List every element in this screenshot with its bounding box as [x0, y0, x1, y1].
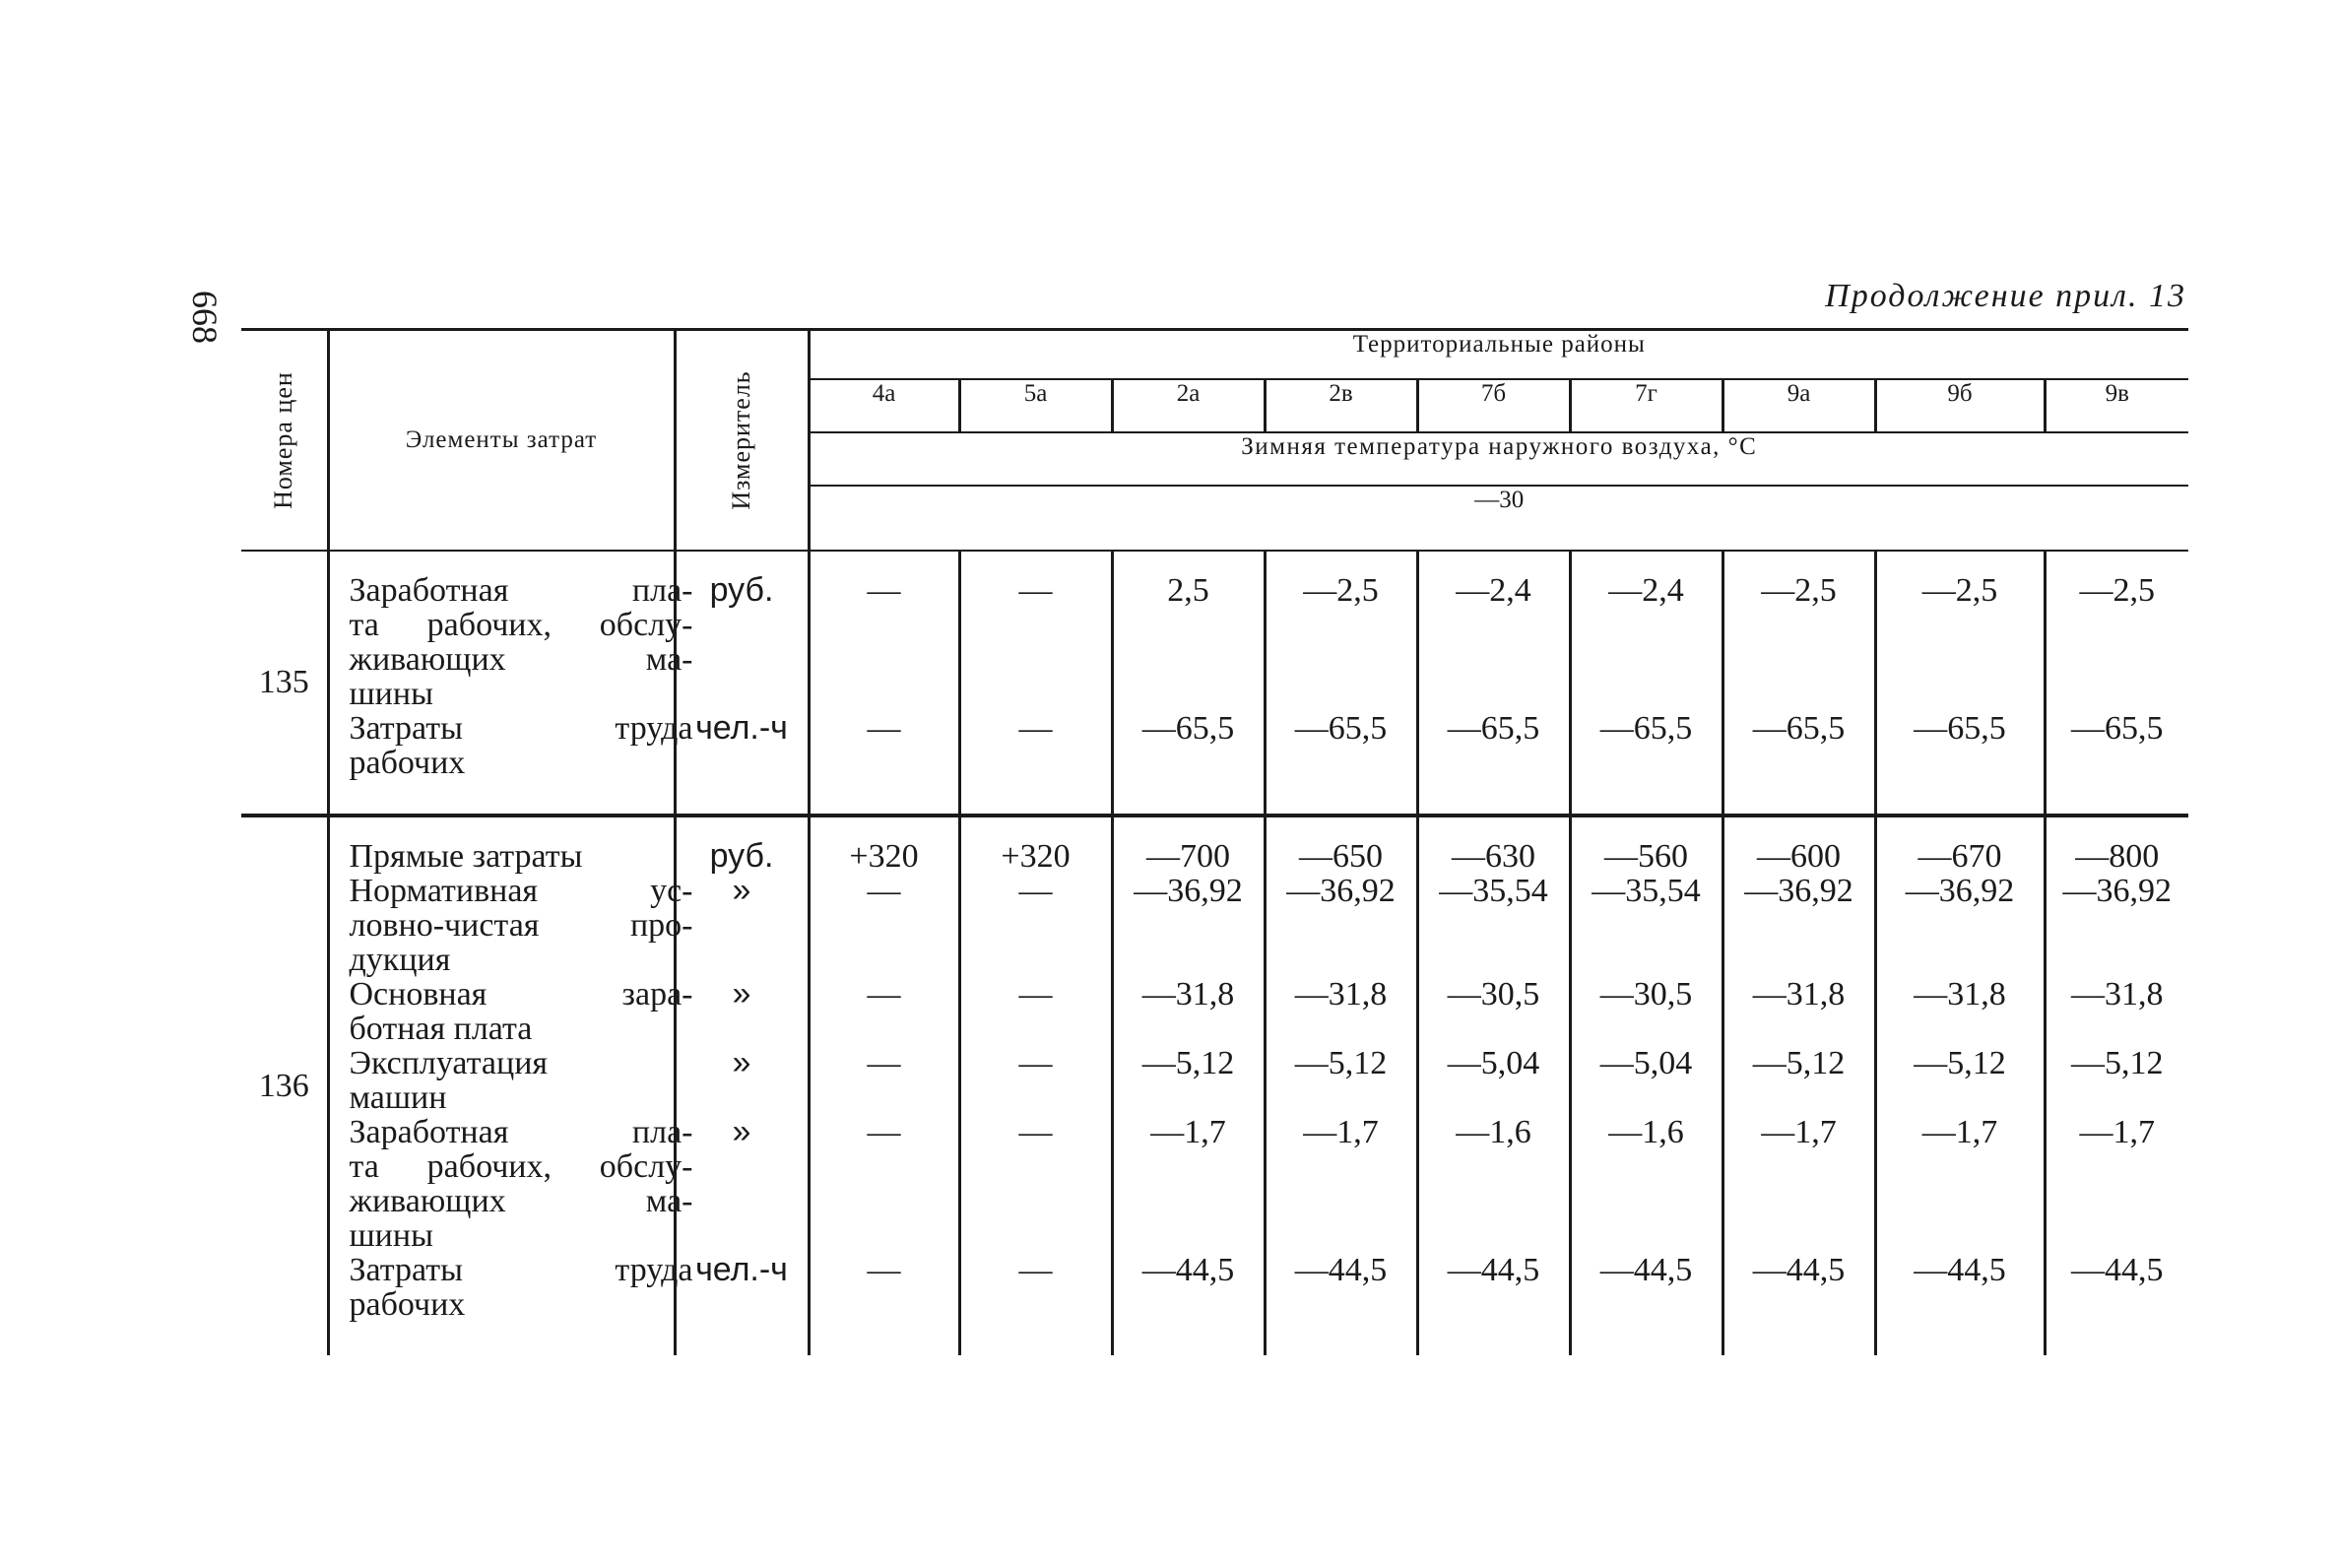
value: —65,5: [1599, 710, 1693, 747]
region-header: 9б: [1875, 379, 2045, 432]
region-header: 7б: [1417, 379, 1570, 432]
group-row: [241, 551, 2188, 816]
value: —: [867, 572, 901, 609]
value-cell: [1112, 816, 1265, 1355]
cost-element-line: та рабочих, обслу-: [349, 607, 693, 643]
value: —44,5: [1447, 1252, 1540, 1288]
unit-cell: [675, 816, 809, 1355]
value-cell: [1417, 551, 1570, 816]
value: —: [867, 1045, 901, 1081]
value: —44,5: [1294, 1252, 1388, 1288]
cost-element-line: Нормативная ус-: [349, 873, 693, 909]
value: —560: [1604, 838, 1688, 875]
cost-element: [330, 1115, 707, 1253]
table-body: [241, 551, 2188, 1355]
cost-element: [330, 711, 707, 780]
value: —5,12: [1294, 1045, 1388, 1081]
cost-element-line: рабочих: [349, 745, 466, 781]
value: —65,5: [2071, 710, 2164, 747]
value: —31,8: [1141, 976, 1235, 1013]
value-cell: [1875, 816, 2045, 1355]
price-number: 136: [258, 1068, 309, 1104]
value: —: [867, 1114, 901, 1150]
cost-element-line: Прямые затраты: [349, 838, 583, 875]
unit-value: руб.: [709, 571, 774, 609]
cost-element-line: Заработная пла-: [349, 572, 693, 609]
value-cell: [1265, 551, 1417, 816]
header-elements: Элементы затрат: [328, 330, 675, 552]
value: —1,6: [1608, 1114, 1684, 1150]
value: 2,5: [1167, 572, 1209, 609]
value: +320: [1001, 838, 1071, 875]
temperature-title: Зимняя температура наружного воздуха, °С: [809, 432, 2188, 486]
value: —: [1018, 873, 1053, 909]
value: —65,5: [1294, 710, 1388, 747]
temperature-value: —30: [809, 486, 2188, 551]
value: —31,8: [1752, 976, 1846, 1013]
value: —5,12: [1914, 1045, 2006, 1081]
cost-element: [330, 1046, 707, 1115]
header-price-no: [241, 330, 328, 552]
cost-element: [330, 1253, 707, 1322]
cost-element-line: ловно-чистая про-: [349, 907, 693, 944]
value-cell: [1570, 551, 1722, 816]
cost-element-line: Затраты труда: [349, 1252, 693, 1288]
cost-elements-cell: [328, 816, 693, 1355]
value: —800: [2075, 838, 2160, 875]
page-number: 668: [185, 291, 225, 344]
value-cell: [1570, 816, 1722, 1355]
header-price-no-label: Номера цен: [269, 371, 298, 509]
value: —: [867, 710, 901, 747]
value: —1,7: [1761, 1114, 1837, 1150]
cost-elements-cell: [328, 551, 693, 816]
value: —65,5: [1752, 710, 1846, 747]
value: —44,5: [2071, 1252, 2164, 1288]
region-header: 4а: [809, 379, 959, 432]
cost-element-line: шины: [349, 1217, 433, 1254]
value-cell: [809, 551, 959, 816]
value-cell: [959, 551, 1112, 816]
cost-table: [241, 328, 2188, 1355]
value: —31,8: [2071, 976, 2164, 1013]
cost-element-line: дукция: [349, 942, 451, 978]
unit-value: »: [732, 975, 751, 1013]
value: —2,5: [2079, 572, 2156, 609]
value: —65,5: [1447, 710, 1540, 747]
region-header: 2а: [1112, 379, 1265, 432]
unit-value: руб.: [709, 837, 774, 875]
region-header: 5а: [959, 379, 1112, 432]
cost-element-line: шины: [349, 676, 433, 712]
value: —2,5: [1921, 572, 1998, 609]
value: —65,5: [1914, 710, 2006, 747]
cost-element: [330, 839, 707, 874]
value-cell: [1722, 551, 1875, 816]
value: —44,5: [1141, 1252, 1235, 1288]
value: —: [1018, 976, 1053, 1013]
value: —600: [1757, 838, 1841, 875]
value: —36,92: [2062, 873, 2173, 909]
value: —1,7: [1921, 1114, 1998, 1150]
value: —5,04: [1447, 1045, 1540, 1081]
value: —36,92: [1134, 873, 1243, 909]
cost-element-line: машин: [349, 1079, 447, 1116]
value: +320: [849, 838, 919, 875]
value: —2,5: [1761, 572, 1837, 609]
group-row: [241, 816, 2188, 1355]
value: —65,5: [1141, 710, 1235, 747]
value-cell: [809, 816, 959, 1355]
value: —30,5: [1447, 976, 1540, 1013]
value-cell: [1265, 816, 1417, 1355]
value-cell: [959, 816, 1112, 1355]
value: —1,7: [2079, 1114, 2156, 1150]
unit-value: чел.-ч: [695, 709, 788, 747]
value: —44,5: [1914, 1252, 2006, 1288]
value: —30,5: [1599, 976, 1693, 1013]
cost-element: [330, 977, 707, 1046]
unit-value: »: [732, 872, 751, 909]
value: —630: [1452, 838, 1535, 875]
unit-value: чел.-ч: [695, 1251, 788, 1288]
value: —2,5: [1303, 572, 1379, 609]
value: —36,92: [1744, 873, 1853, 909]
cost-element-line: Затраты труда: [349, 710, 693, 747]
unit-value: »: [732, 1113, 751, 1150]
header-unit: [675, 330, 809, 552]
value: —5,12: [1141, 1045, 1235, 1081]
cost-element-line: Заработная пла-: [349, 1114, 693, 1150]
value: —35,54: [1592, 873, 1701, 909]
cost-element: [330, 573, 707, 711]
value: —44,5: [1752, 1252, 1846, 1288]
value: —: [867, 873, 901, 909]
price-number: 135: [258, 664, 309, 700]
cost-element-line: ботная плата: [349, 1011, 533, 1047]
value-cell: [2045, 816, 2188, 1355]
continuation-caption: Продолжение прил. 13: [1825, 278, 2186, 314]
cost-element-line: Эксплуатация: [349, 1045, 549, 1081]
unit-value: »: [732, 1044, 751, 1081]
cost-element: [330, 874, 707, 977]
value: —31,8: [1294, 976, 1388, 1013]
table-header: [241, 330, 2188, 552]
value: —700: [1146, 838, 1230, 875]
cost-element-line: живающих ма-: [349, 1183, 693, 1219]
value: —: [1018, 1045, 1053, 1081]
value: —: [1018, 1252, 1053, 1288]
cost-element-line: рабочих: [349, 1286, 466, 1323]
value: —44,5: [1599, 1252, 1693, 1288]
value: —650: [1299, 838, 1383, 875]
value: —5,12: [1752, 1045, 1846, 1081]
region-header: 9в: [2045, 379, 2188, 432]
value: —5,04: [1599, 1045, 1693, 1081]
value: —36,92: [1905, 873, 2015, 909]
value: —670: [1918, 838, 2002, 875]
region-header: 2в: [1265, 379, 1417, 432]
cost-element-line: Основная зара-: [349, 976, 693, 1013]
value: —: [1018, 572, 1053, 609]
cost-element-line: живающих ма-: [349, 641, 693, 678]
value: —: [1018, 1114, 1053, 1150]
value-cell: [1417, 816, 1570, 1355]
region-header: 9а: [1722, 379, 1875, 432]
value: —31,8: [1914, 976, 2006, 1013]
cost-element-line: та рабочих, обслу-: [349, 1148, 693, 1185]
value-cell: [1112, 551, 1265, 816]
value: —2,4: [1608, 572, 1684, 609]
unit-cell: [675, 551, 809, 816]
header-unit-label: Измеритель: [727, 370, 755, 510]
value: —: [1018, 710, 1053, 747]
value: —1,7: [1303, 1114, 1379, 1150]
value-cell: [1875, 551, 2045, 816]
value: —36,92: [1286, 873, 1396, 909]
value: —1,7: [1150, 1114, 1226, 1150]
value-cell: [1722, 816, 1875, 1355]
region-header: 7г: [1570, 379, 1722, 432]
value: —2,4: [1456, 572, 1531, 609]
value-cell: [2045, 551, 2188, 816]
value: —5,12: [2071, 1045, 2164, 1081]
value: —: [867, 1252, 901, 1288]
value: —35,54: [1439, 873, 1548, 909]
regions-title: Территориальные районы: [809, 330, 2188, 380]
value: —: [867, 976, 901, 1013]
value: —1,6: [1456, 1114, 1531, 1150]
